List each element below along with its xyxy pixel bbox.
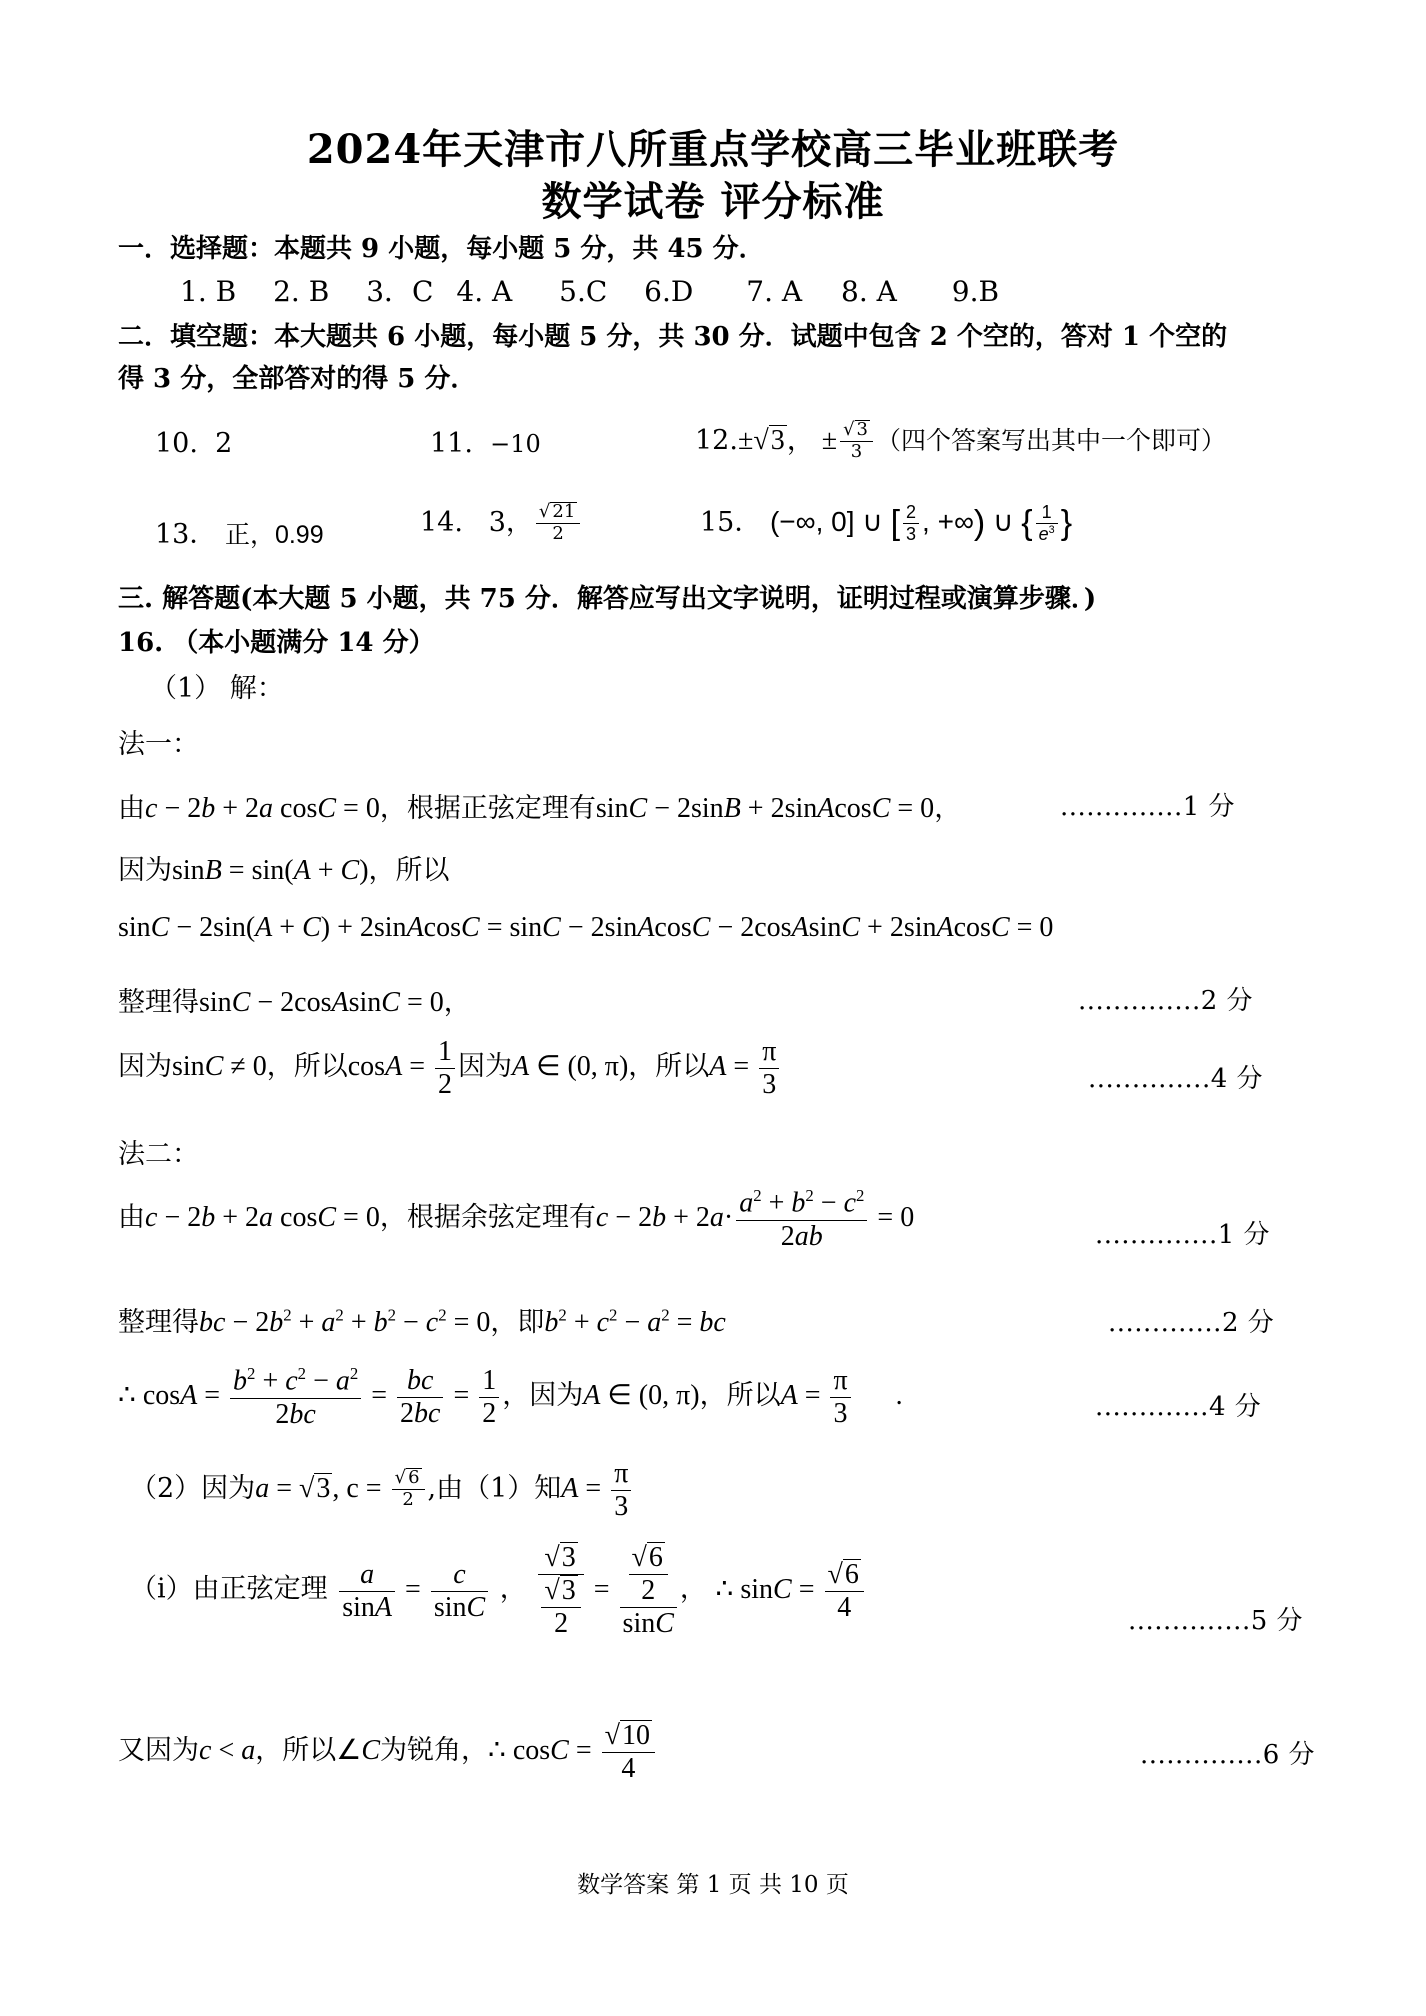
part2-eq1: a = √3, c = [255,1473,389,1505]
m2-line2 [118,1300,726,1339]
fill-q13 [155,512,324,551]
answer-3: 3．C [366,275,434,308]
answer-4: 4. A [456,275,513,308]
q16-title: 16. （本小题满分 14 分） [118,628,435,658]
m1-line2-eq: sinB = sin(A + C) [172,855,369,886]
last-eq3: ∴ cosC = $\frac{√10}{4}$ [488,1735,658,1766]
page-title: 2024年天津市八所重点学校高三毕业班联考 [306,126,1120,173]
part2i-eq1: $\frac{a}{\sin A}$ = $\frac{c}{\sin C}$ [336,1574,491,1605]
m2-line1-text-b: ，根据余弦定理有 [379,1201,596,1233]
m1-line3-eq: sinC − 2sin(A + C) + 2sinAcosC = sinC − 2sinAcosC − 2cosAsinC + 2sinAcosC = 0 [118,912,1054,943]
m2-line3-eq1: ∴ cosA = $\frac{b^2 + c^2 - a^2}{2bc}$ = $\frac{bc}{2bc}$ = $\frac{1}{2}$ [118,1380,502,1411]
q10-number: 10. [155,428,198,459]
m2-line1-eq2: c − 2b + 2a· $\frac{a^2 + b^2 - c^2}{2ab}$ = 0 [595,1186,915,1252]
score-s5: .............2 分 [1108,1308,1275,1338]
score-s4: ..............1 分 [1095,1220,1271,1250]
page-subtitle: 数学试卷 评分标准 [541,178,885,225]
q12-answer-a: ±√3， ± [737,425,838,456]
part2-eq2: $\frac{√ 6}{2}$ [392,1468,425,1510]
fill-q10 [155,428,232,459]
q13-number: 13． [155,519,217,550]
answer-1: 1. B [180,275,237,308]
answer-9: 9.B [951,275,1000,308]
m1-line4: 整理得sinC − 2cosAsinC = 0， [118,987,471,1018]
score-s2: ..............2 分 [1078,986,1254,1016]
m2-line2-eq2: $b^2 + c^2 - a^2$ = bc [544,1305,726,1338]
choice-answers [180,270,999,310]
answer-7: 7. A [746,275,803,308]
q14-number: 14. [420,507,463,538]
q13-answer: 正，0.99 [224,521,324,549]
fill-q11 [430,428,541,459]
m2-line3-text-b: ，因为 [502,1379,584,1411]
m2-line2-text-a: 整理得 [118,1307,199,1338]
m1-line1-text-a: 由 [118,793,145,824]
m1-line2-text-b: ，所以 [368,855,450,886]
last-text-c: 为锐角， [380,1735,489,1767]
q14-answer-a: 3， [488,507,533,538]
section1-heading: 一．选择题：本题共 9 小题，每小题 5 分，共 45 分． [118,234,765,264]
m1-line1: 由c − 2b + 2a cosC = 0，根据正弦定理有sinC − 2sinB + 2sinAcosC = 0， [118,793,962,824]
last-text-a: 又因为 [118,1735,199,1767]
score-s7: ..............5 分 [1128,1606,1304,1636]
part2-line: （2）因为a = √3, c = $\frac{√ 6}{2}$ ,由（1）知A = $\frac{\pi}{3}$ [130,1458,634,1523]
m1-line5 [118,1036,782,1101]
section2-heading-line1: 二．填空题：本大题共 6 小题，每小题 5 分，共 30 分．试题中包含 2 个空的，答对 1 个空的 [118,322,1228,352]
score-s8: ..............6 分 [1140,1740,1316,1770]
last-line [118,1720,658,1785]
fill-q14 [420,500,583,545]
m2-line3-eq3: A = $\frac{\pi}{3}$ . [780,1364,903,1429]
answer-8: 8. A [841,275,897,308]
method2-label: 法二： [118,1139,199,1170]
part2i-eq2: $\frac{√3}{\frac{√3}{2}}$ = $\frac{\frac{√6}{2}}{\sin C}$ [535,1574,680,1605]
m1-line5-text-c: 因为 [457,1051,512,1083]
m1-line5-text-b: ，所以 [266,1051,348,1083]
fill-q15 [700,500,1072,545]
answer-6: 6.D [644,275,694,308]
part2-eq3: A = $\frac{\pi}{3}$ [561,1473,634,1504]
last-text-b: ，所以 [255,1735,337,1767]
part1-label: （1） 解： [150,673,284,704]
score-s3: ..............4 分 [1088,1064,1264,1094]
q11-number: 11. [430,428,473,459]
method1-label: 法一： [118,729,199,760]
part2i-eq3: ∴ sinC = $\frac{√6}{4}$ [716,1574,867,1605]
last-eq1: c < a [199,1735,256,1767]
fill-q12 [695,418,1226,463]
m2-line3 [118,1364,903,1431]
q15-number: 15． [700,507,762,538]
m1-line2 [118,848,450,887]
m1-line1-text-b: ，根据正弦定理有 [379,793,596,824]
m1-line4-eq: sinC − 2cosAsinC = 0 [199,987,444,1018]
m1-line1-eq1: c − 2b + 2a cosC = 0 [145,793,380,824]
m2-line2-text-b: ，即 [490,1307,545,1338]
q15-answer: (−∞, 0] ∪ [ $\frac{2}{3}$ , +∞) ∪ { $\frac{1}{e^3}$ } [769,502,1073,545]
m1-line5-eq2: cosA = $\frac{1}{2}$ [348,1051,458,1082]
m1-line5-eq1: sinC ≠ 0 [172,1051,267,1083]
part2i-label: （ⅰ）由正弦定理 [130,1573,328,1605]
m1-line1-eq2: sinC − 2sinB + 2sinAcosC = 0 [595,793,935,824]
m2-line1-text-a: 由 [118,1201,145,1233]
section3-heading: 三. 解答题(本大题 5 小题，共 75 分．解答应写出文字说明，证明过程或演算步骤．) [118,584,1097,614]
m2-line3-eq2: A ∈ (0, π) [583,1379,700,1411]
answer-2: 2. B [273,275,330,308]
section2-heading-line2: 得 3 分，全部答对的得 5 分． [118,364,477,394]
q12-answer-b: $\frac{√ 3}{3}$ [840,420,873,462]
part2-label: （2）因为 [130,1473,256,1505]
score-s1: ..............1 分 [1060,792,1236,822]
m1-line5-text-a: 因为 [118,1051,172,1083]
m1-line5-text-d: ，所以 [628,1051,710,1083]
part2-text-b: 由（1）知 [436,1473,562,1505]
answer-5: 5.C [559,275,608,308]
q11-answer: −10 [490,430,541,458]
score-s6: .............4 分 [1095,1392,1262,1422]
q12-number: 12. [695,425,738,456]
m2-line1-eq1: c − 2b + 2a cosC = 0 [145,1201,380,1233]
last-eq2: ∠C [336,1735,381,1767]
q12-note: （四个答案写出其中一个即可） [876,426,1227,455]
m1-line2-text-a: 因为 [118,855,172,886]
m2-line3-text-c: ，所以 [699,1379,781,1411]
m2-line2-eq1: bc − $2b^2 + a^2 + b^2 - c^2 = 0$ [199,1305,491,1338]
part2i-line: （ⅰ）由正弦定理 $\frac{a}{\sin A}$ = $\frac{c}{\sin C}$ ， $\frac{√3}{\frac{√3}{2}}$ = $\frac{\frac{√6}{2}}{\sin C}$ ， ∴ sinC = $\frac{√6}{4}$ [130,1542,867,1641]
m2-line1 [118,1186,914,1253]
q14-answer-b: $\frac{√ 21}{2}$ [536,502,580,544]
m1-line5-eq3: A ∈ (0, π) [511,1051,629,1083]
q10-answer: 2 [215,428,233,459]
m1-line4-text-a: 整理得 [118,987,199,1018]
page-footer: 数学答案 第 1 页 共 10 页 [577,1872,849,1898]
m1-line5-eq4: A = $\frac{\pi}{3}$ [709,1051,782,1082]
